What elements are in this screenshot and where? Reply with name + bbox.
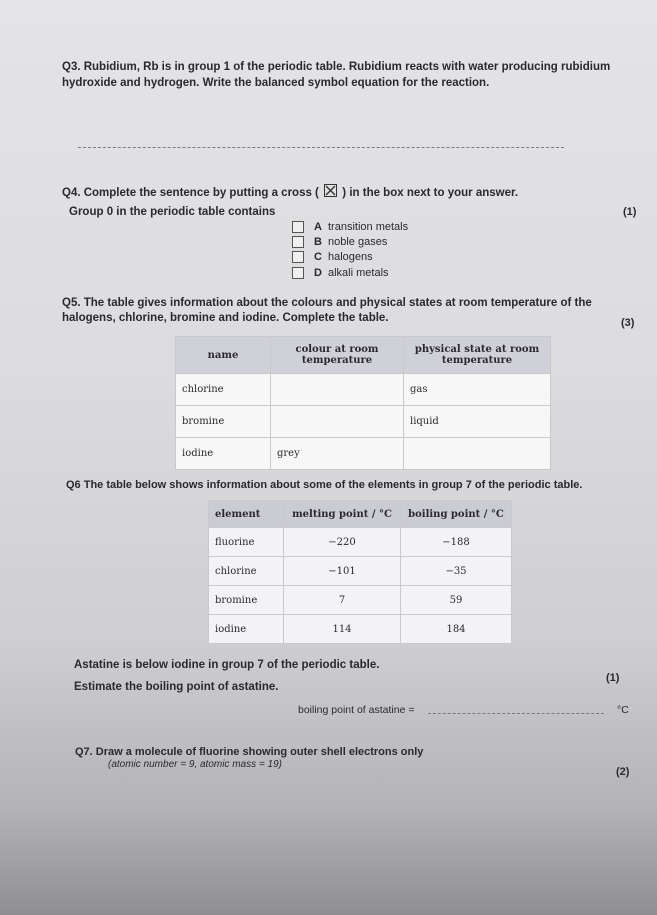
q5-cell: bromine bbox=[176, 406, 271, 438]
table-row bbox=[176, 406, 551, 438]
option-c-letter: C bbox=[314, 251, 322, 263]
q3-answer-line[interactable] bbox=[78, 147, 564, 148]
q5-cell: iodine bbox=[176, 438, 271, 470]
option-a-text: transition metals bbox=[328, 221, 409, 233]
q7-text: Q7. Draw a molecule of fluorine showing outer shell electrons only bbox=[75, 746, 424, 758]
q6-header-melting: melting point / °C bbox=[284, 501, 401, 528]
option-c-text: halogens bbox=[328, 251, 373, 263]
q6-marks: (1) bbox=[606, 672, 620, 684]
q3-text-line2: hydroxide and hydrogen. Write the balanced symbol equation for the reaction. bbox=[62, 77, 490, 89]
q5-table bbox=[175, 336, 551, 470]
q5-answer-cell[interactable] bbox=[404, 438, 551, 470]
option-b-checkbox[interactable] bbox=[292, 236, 304, 248]
q6-cell: 184 bbox=[401, 615, 512, 644]
q6-cell: −188 bbox=[401, 528, 512, 557]
q5-table-header-row bbox=[176, 337, 551, 374]
q4-marks: (1) bbox=[623, 206, 637, 218]
q4-stem: Group 0 in the periodic table contains bbox=[69, 206, 276, 218]
q4-option-b[interactable] bbox=[292, 236, 387, 248]
q6-header-boiling: boiling point / °C bbox=[401, 501, 512, 528]
q6-cell: 114 bbox=[284, 615, 401, 644]
q6-cell: chlorine bbox=[209, 557, 284, 586]
cross-box-icon bbox=[324, 184, 337, 197]
table-row bbox=[209, 586, 512, 615]
q7-marks: (2) bbox=[616, 766, 630, 778]
q6-answer-line[interactable] bbox=[428, 713, 604, 714]
table-row bbox=[176, 374, 551, 406]
table-row bbox=[209, 557, 512, 586]
q6-cell: −220 bbox=[284, 528, 401, 557]
option-a-letter: A bbox=[314, 221, 322, 233]
q6-cell: −101 bbox=[284, 557, 401, 586]
q6-cell: 7 bbox=[284, 586, 401, 615]
option-d-checkbox[interactable] bbox=[292, 267, 304, 279]
table-row bbox=[209, 615, 512, 644]
q5-cell: gas bbox=[404, 374, 551, 406]
q5-marks: (3) bbox=[621, 317, 635, 329]
option-c-checkbox[interactable] bbox=[292, 251, 304, 263]
option-b-text: noble gases bbox=[328, 236, 388, 248]
q6-table bbox=[208, 500, 512, 644]
option-b-letter: B bbox=[314, 236, 322, 248]
q6-cell: 59 bbox=[401, 586, 512, 615]
option-d-text: alkali metals bbox=[328, 267, 389, 279]
option-a-checkbox[interactable] bbox=[292, 221, 304, 233]
q6-answer-unit: °C bbox=[617, 704, 629, 716]
q6-cell: fluorine bbox=[209, 528, 284, 557]
q4-option-a[interactable] bbox=[292, 221, 408, 233]
q5-answer-cell[interactable] bbox=[271, 406, 404, 438]
q5-header-colour: colour at room temperature bbox=[271, 337, 404, 374]
q5-text-line1: Q5. The table gives information about the colours and physical states at room temperature of the bbox=[62, 297, 592, 309]
q5-header-name: name bbox=[176, 337, 271, 374]
q6-question: Estimate the boiling point of astatine. bbox=[74, 681, 279, 693]
q6-header-element: element bbox=[209, 501, 284, 528]
q5-cell: grey bbox=[271, 438, 404, 470]
q6-cell: −35 bbox=[401, 557, 512, 586]
q5-text-line2: halogens, chlorine, bromine and iodine. Complete the table. bbox=[62, 312, 389, 324]
q3-text-line1: Q3. Rubidium, Rb is in group 1 of the periodic table. Rubidium reacts with water producing rubidium bbox=[62, 61, 611, 73]
q5-cell: liquid bbox=[404, 406, 551, 438]
q6-text: Q6 The table below shows information about some of the elements in group 7 of the periodic table. bbox=[66, 479, 583, 491]
table-row bbox=[209, 528, 512, 557]
q4-option-d[interactable] bbox=[292, 267, 389, 279]
q5-answer-cell[interactable] bbox=[271, 374, 404, 406]
q6-statement: Astatine is below iodine in group 7 of the periodic table. bbox=[74, 659, 380, 671]
q6-cell: bromine bbox=[209, 586, 284, 615]
q6-cell: iodine bbox=[209, 615, 284, 644]
q4-instruction-pre: Q4. Complete the sentence by putting a cross ( bbox=[62, 187, 319, 199]
q6-table-header-row bbox=[209, 501, 512, 528]
q7-subtext: (atomic number = 9, atomic mass = 19) bbox=[108, 759, 282, 770]
q6-answer-label: boiling point of astatine = bbox=[298, 704, 415, 716]
q5-header-state: physical state at room temperature bbox=[404, 337, 551, 374]
q4-instruction bbox=[62, 184, 652, 200]
q4-option-c[interactable] bbox=[292, 251, 373, 263]
q5-cell: chlorine bbox=[176, 374, 271, 406]
q4-instruction-post: ) in the box next to your answer. bbox=[342, 187, 519, 199]
table-row bbox=[176, 438, 551, 470]
option-d-letter: D bbox=[314, 267, 322, 279]
